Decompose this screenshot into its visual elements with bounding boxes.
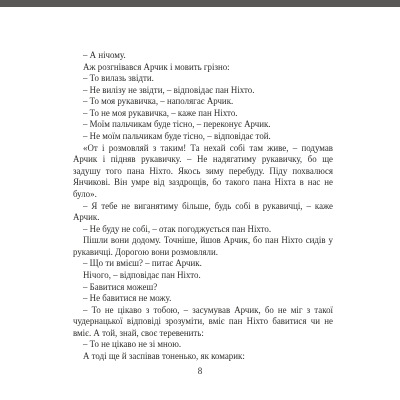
text-line: – Не бавитися не можу.	[83, 293, 172, 304]
text-line: – Бавитися можеш?	[83, 281, 158, 292]
text-line: – То не моя рукавичка, – каже пан Ніхто.	[83, 107, 238, 118]
top-rule	[0, 0, 400, 7]
text-line: – То моя рукавичка, – наполягає Арчик.	[83, 96, 234, 107]
text-line: – Не буду не собі, – отак погоджується пан Ніхто.	[83, 223, 272, 234]
text-line: А тоді ще й заспівав тоненько, як комарик:	[83, 351, 245, 362]
text-paragraph: – То не цікаво з тобою, – засумував Арчик, бо не міг з такої чудернацької відповіді зрозуміти, вміє пан Ніхто бавитися чи не вміє. А той, знай, своє теревенить:	[73, 304, 333, 338]
text-line: – Не моїм пальчикам буде тісно, – відповідає той.	[83, 131, 271, 142]
text-paragraph: – Я тебе не виганятиму більше, будь собі в рукавичці, – каже Арчик.	[73, 200, 333, 223]
text-line: – А нічому.	[83, 50, 126, 60]
text-paragraph: Пішли вони додому. Точніше, йшов Арчик, бо пан Ніхто сидів у рукавичці. Дорогою вони розмовляли.	[73, 235, 333, 257]
text-line: – То вилазь звідти.	[83, 73, 154, 84]
page-number: 8	[197, 366, 203, 376]
text-line: – То не цікаво не зі мною.	[83, 339, 182, 350]
text-line: Нічого, – відповідає пан Ніхто.	[83, 269, 201, 280]
text-line: – Що ти вмієш? – питає Арчик.	[83, 258, 202, 269]
text-body	[73, 50, 333, 363]
text-paragraph: «От і розмовляй з таким! Та нехай собі там живе, – подумав Арчик і підняв рукавичку. – Не надягатиму рукавичку, бо ще задушу того пана Ніхто. Якось зиму перебуду. Піду похвалюся Янчикові. Він умре від заздрощів, бо такого пана Ніхта в нас не було».	[73, 142, 333, 199]
text-line: – Моїм пальчикам буде тісно, – переконує Арчик.	[83, 119, 271, 130]
text-line: Аж розгнівався Арчик і мовить грізно:	[83, 61, 230, 72]
text-line: – Не вилізу не звідти, – відповідає пан Ніхто.	[83, 84, 255, 95]
